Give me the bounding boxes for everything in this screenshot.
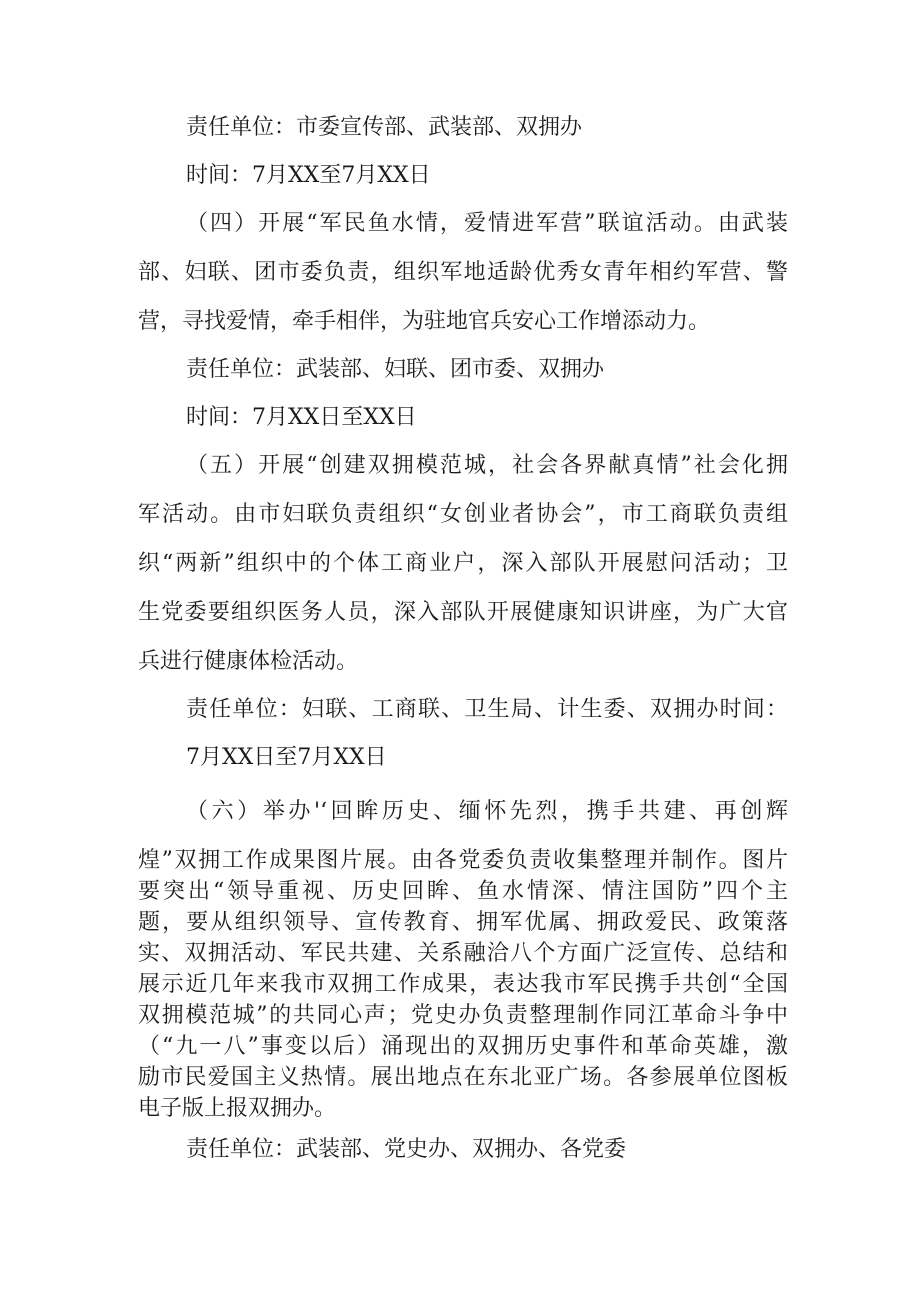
paragraph-line: 要突出“领导重视、历史回眸、鱼水情深、情注国防”四个主 (138, 879, 788, 904)
paragraph-line: 营，寻找爱情，牵手相伴，为驻地官兵安心工作增添动力。 (138, 309, 711, 334)
section-heading-5: （五）开展“创建双拥模范城，社会各界献真情”社会化拥 (186, 453, 788, 478)
responsibility-line: 责任单位：武装部、党史办、双拥办、各党委 (186, 1137, 627, 1162)
time-line: 7月XX日至7月XX日 (186, 745, 387, 770)
paragraph-line: 军活动。由市妇联负责组织“女创业者协会”，市工商联负责组 (138, 502, 788, 527)
section-heading-6: （六）举办'‘回眸历史、缅怀先烈，携手共建、再创辉 (186, 799, 788, 824)
paragraph-line: 兵进行健康体检活动。 (138, 649, 359, 674)
responsibility-line: 责任单位：妇联、工商联、卫生局、计生委、双拥办时间： (186, 697, 788, 722)
responsibility-line: 责任单位：武装部、妇联、团市委、双拥办 (186, 357, 605, 382)
paragraph-line: 励市民爱国主义热情。展出地点在东北亚广场。各参展单位图板 (138, 1065, 788, 1090)
paragraph-line: 煌”双拥工作成果图片展。由各党委负责收集整理并制作。图片 (138, 848, 788, 873)
paragraph-line: （“九一八”事变以后）涌现出的双拥历史事件和革命英雄，激 (138, 1034, 788, 1059)
paragraph-line: 电子版上报双拥办。 (138, 1096, 337, 1121)
paragraph-line: 生党委要组织医务人员，深入部队开展健康知识讲座，为广大官 (138, 600, 788, 625)
time-line: 时间：7月XX至7月XX日 (186, 163, 431, 188)
paragraph-line: 展示近几年来我市双拥工作成果，表达我市军民携手共创“全国 (138, 972, 788, 997)
time-line: 时间：7月XX日至XX日 (186, 405, 417, 430)
paragraph-line: 题，要从组织领导、宣传教育、拥军优属、拥政爱民、政策落 (138, 910, 788, 935)
paragraph-line: 实、双拥活动、军民共建、关系融洽八个方面广泛宣传、总结和 (138, 941, 788, 966)
section-heading-4: （四）开展“军民鱼水情，爱情进军营”联谊活动。由武装 (186, 211, 788, 236)
responsibility-line: 责任单位：市委宣传部、武装部、双拥办 (186, 115, 583, 140)
paragraph-line: 双拥模范城”的共同心声；党史办负责整理制作同江革命斗争中 (138, 1003, 788, 1028)
paragraph-line: 部、妇联、团市委负责，组织军地适龄优秀女青年相约军营、警 (138, 260, 788, 285)
paragraph-line: 织“两新”组织中的个体工商业户，深入部队开展慰问活动；卫 (138, 551, 788, 576)
